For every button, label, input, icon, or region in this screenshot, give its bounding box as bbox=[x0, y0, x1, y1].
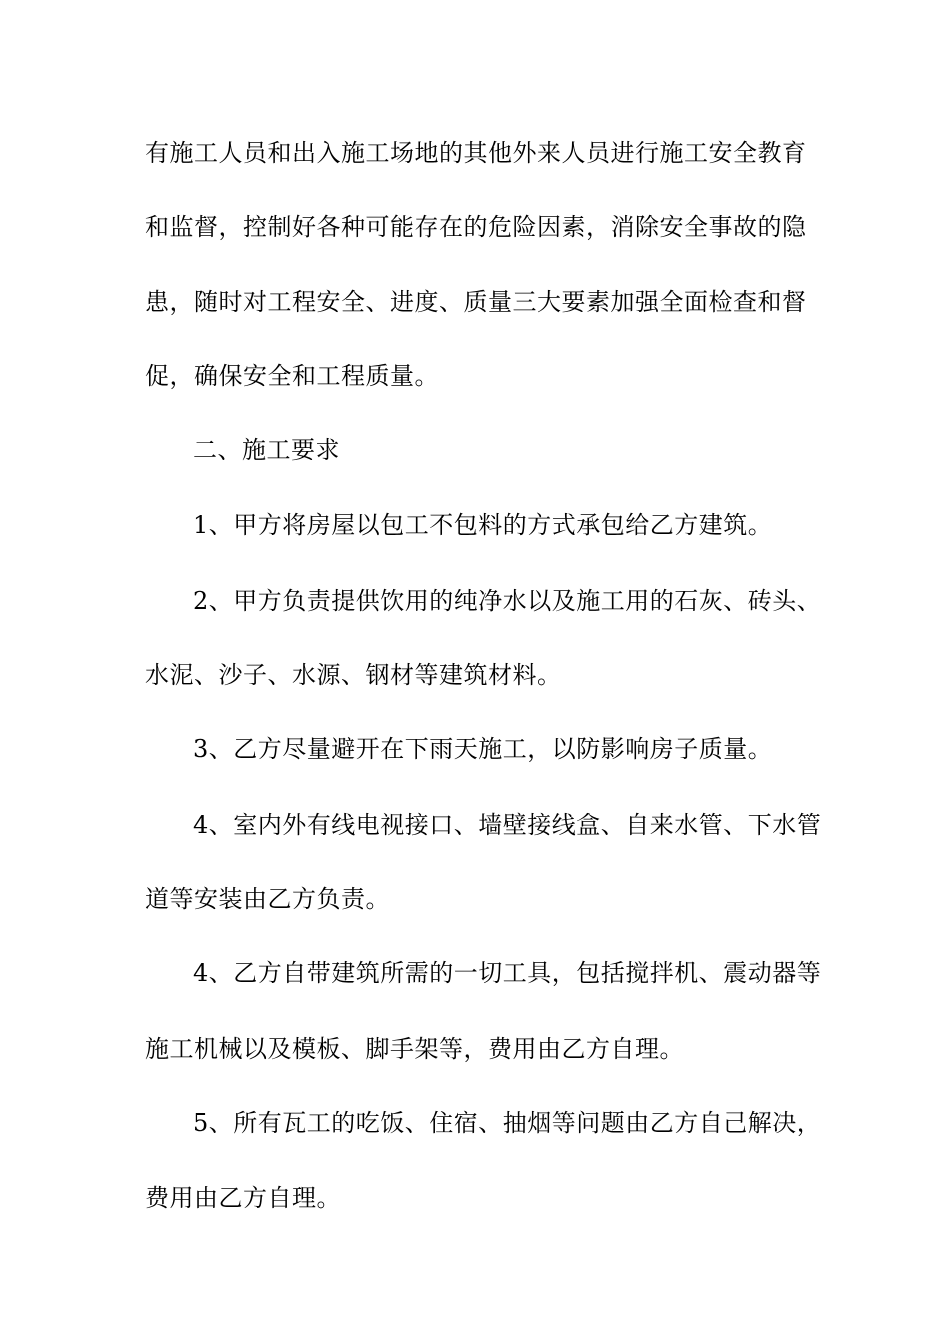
paragraph-line: 费用由乙方自理。 bbox=[145, 1184, 341, 1212]
paragraph-line: 道等安装由乙方负责。 bbox=[145, 885, 390, 913]
paragraph-line: 3、乙方尽量避开在下雨天施工，以防影响房子质量。 bbox=[193, 735, 773, 763]
paragraph-line: 患，随时对工程安全、进度、质量三大要素加强全面检查和督 bbox=[145, 288, 807, 316]
paragraph-line: 促，确保安全和工程质量。 bbox=[145, 362, 439, 390]
paragraph-line: 施工机械以及模板、脚手架等，费用由乙方自理。 bbox=[145, 1035, 684, 1063]
paragraph-line: 4、室内外有线电视接口、墙壁接线盒、自来水管、下水管 bbox=[193, 811, 822, 839]
paragraph-line: 2、甲方负责提供饮用的纯净水以及施工用的石灰、砖头、 bbox=[193, 587, 822, 615]
paragraph-line: 1、甲方将房屋以包工不包料的方式承包给乙方建筑。 bbox=[193, 511, 773, 539]
section-heading: 二、施工要求 bbox=[193, 436, 340, 464]
paragraph-line: 水泥、沙子、水源、钢材等建筑材料。 bbox=[145, 661, 562, 689]
paragraph-line: 5、所有瓦工的吃饭、住宿、抽烟等问题由乙方自己解决， bbox=[193, 1109, 822, 1137]
paragraph-line: 和监督，控制好各种可能存在的危险因素，消除安全事故的隐 bbox=[145, 213, 807, 241]
paragraph-line: 有施工人员和出入施工场地的其他外来人员进行施工安全教育 bbox=[145, 139, 807, 167]
paragraph-line: 4、乙方自带建筑所需的一切工具，包括搅拌机、震动器等 bbox=[193, 959, 822, 987]
